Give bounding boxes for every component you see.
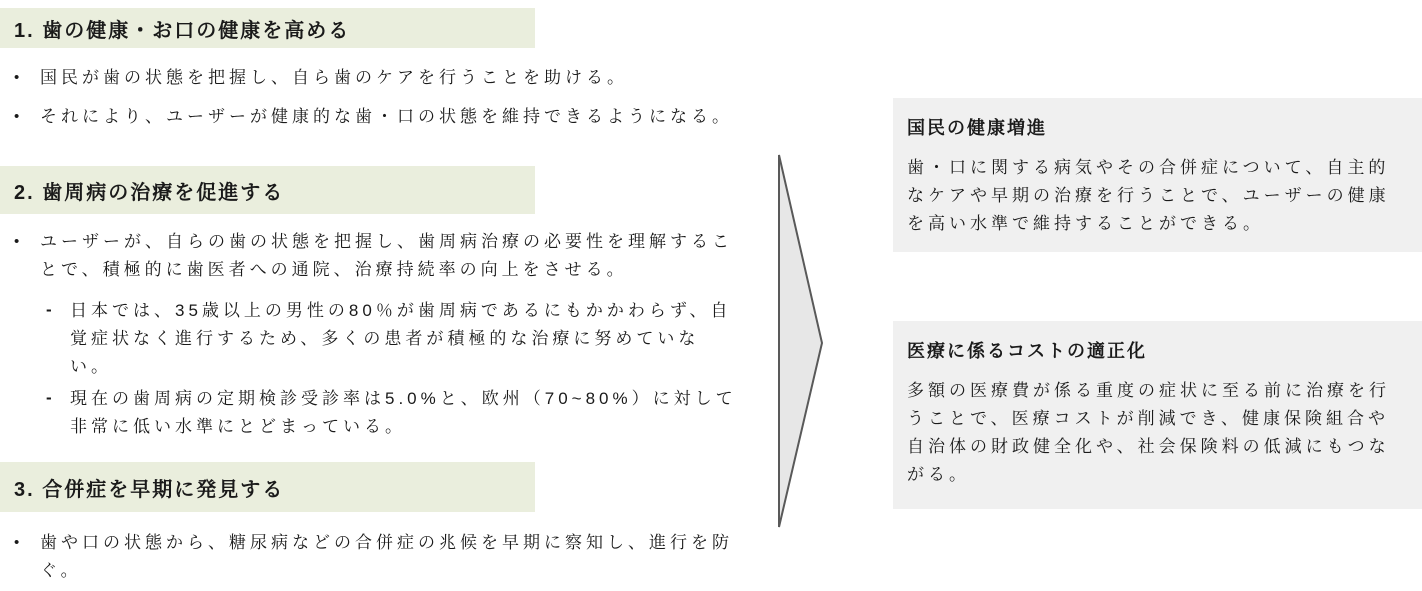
bullet-marker: • [14, 534, 20, 551]
sub-bullet-text: 日本では、35歳以上の男性の80％が歯周病であるにもかかわらず、自覚症状なく進行するため、多くの患者が積極的な治療に努めていない。 [70, 301, 732, 376]
bullet-marker: • [14, 69, 20, 86]
section-3-title: 3. 合併症を早期に発見する [14, 478, 285, 501]
dash-marker: - [46, 388, 52, 407]
bullet-item [0, 64, 740, 92]
right-arrow-icon [770, 150, 830, 532]
sub-bullet-item [0, 385, 740, 441]
sub-bullet-text: 現在の歯周病の定期検診受診率は5.0%と、欧州（70~80%）に対して非常に低い水準にとどまっている。 [70, 389, 737, 436]
outcome-box-cost [893, 321, 1422, 509]
sub-bullet-item [0, 297, 740, 381]
bullet-text: それにより、ユーザーが健康的な歯・口の状態を維持できるようになる。 [40, 107, 733, 126]
section-2-header [0, 166, 535, 214]
bullet-item [0, 103, 740, 131]
section-3-header [0, 462, 535, 512]
outcome-body: 多額の医療費が係る重度の症状に至る前に治療を行うことで、医療コストが削減でき、健康保険組合や自治体の財政健全化や、社会保険料の低減にもつながる。 [907, 381, 1390, 484]
outcome-title: 国民の健康増進 [907, 118, 1047, 138]
section-1-title: 1. 歯の健康・お口の健康を高める [14, 19, 351, 42]
bullet-text: ユーザーが、自らの歯の状態を把握し、歯周病治療の必要性を理解することで、積極的に歯医者への通院、治療持続率の向上をさせる。 [40, 232, 733, 279]
bullet-item [0, 529, 740, 585]
outcome-title: 医療に係るコストの適正化 [907, 341, 1147, 361]
bullet-item [0, 228, 740, 284]
bullet-text: 歯や口の状態から、糖尿病などの合併症の兆候を早期に察知し、進行を防ぐ。 [40, 533, 733, 580]
dash-marker: - [46, 300, 52, 319]
section-2-title: 2. 歯周病の治療を促進する [14, 181, 285, 204]
bullet-text: 国民が歯の状態を把握し、自ら歯のケアを行うことを助ける。 [40, 68, 628, 87]
outcome-box-health [893, 98, 1422, 252]
outcome-body: 歯・口に関する病気やその合併症について、自主的なケアや早期の治療を行うことで、ユーザーの健康を高い水準で維持することができる。 [907, 158, 1390, 233]
bullet-marker: • [14, 108, 20, 125]
section-1-header [0, 8, 535, 48]
bullet-marker: • [14, 233, 20, 250]
